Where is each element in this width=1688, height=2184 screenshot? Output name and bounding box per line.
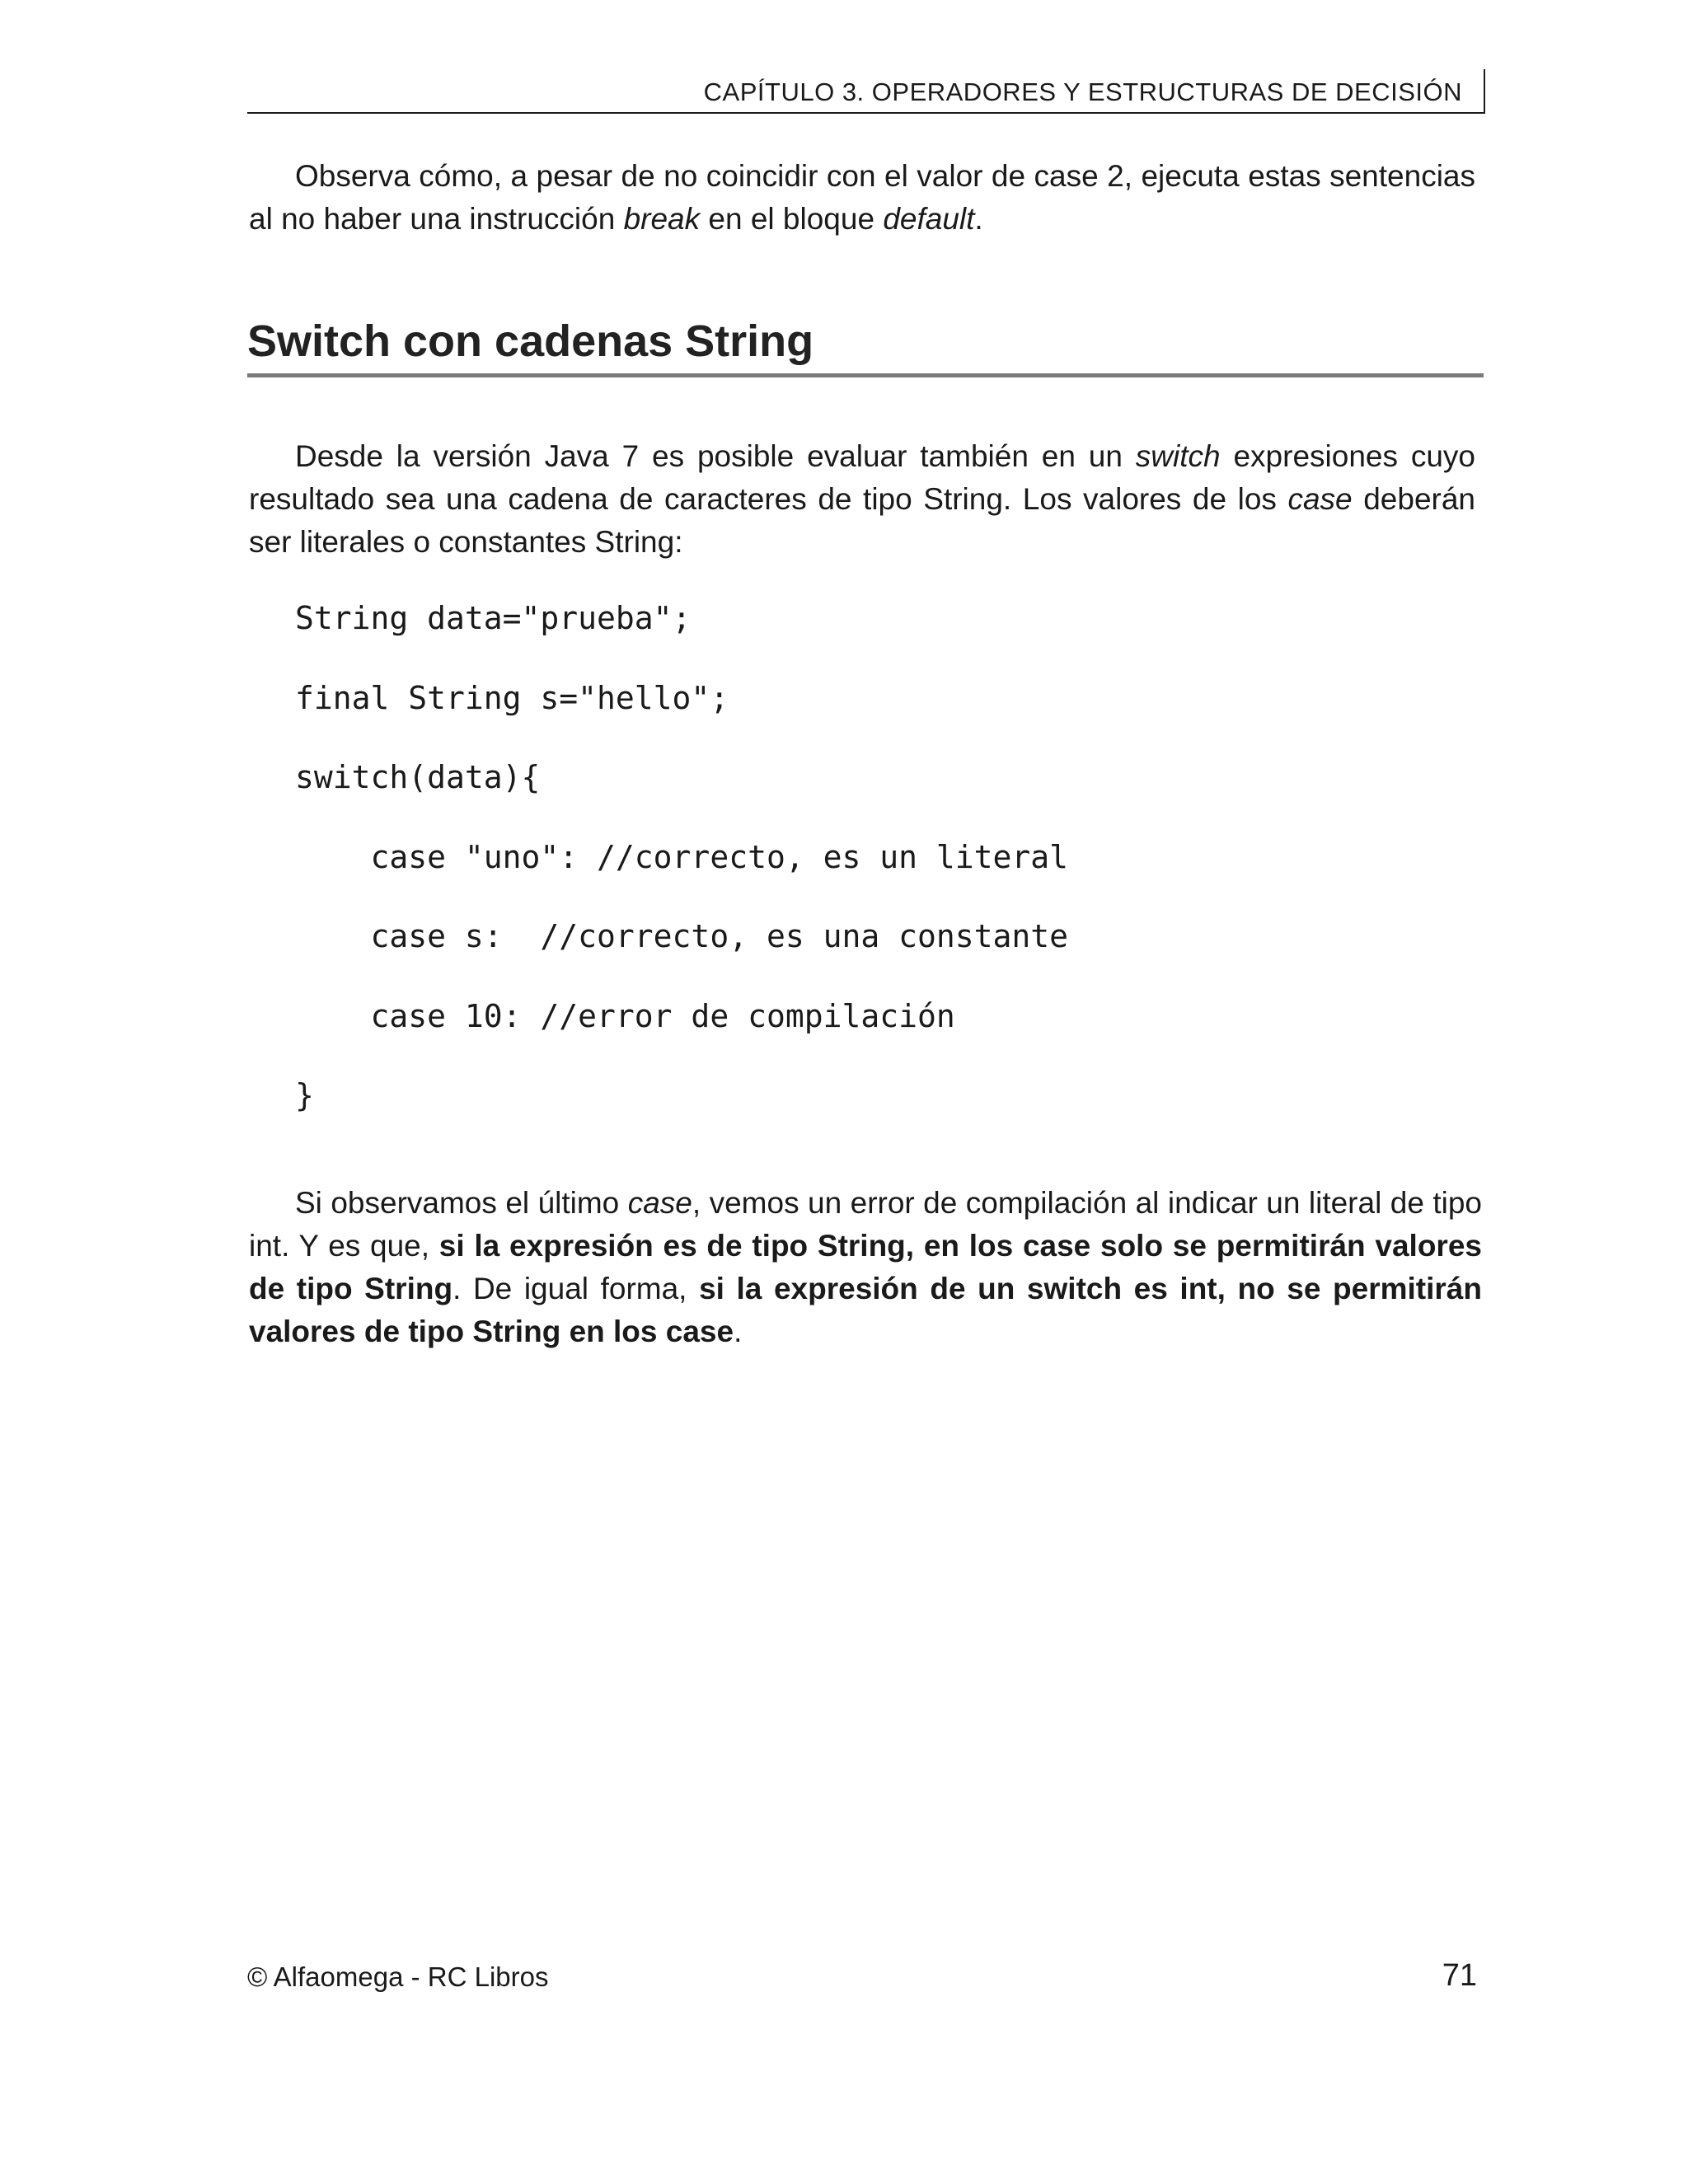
running-header: [247, 74, 1485, 114]
code-line: final String s="hello";: [295, 679, 729, 716]
paragraph-intro-text-b: en el bloque: [700, 202, 884, 236]
code-line: switch(data){: [295, 759, 541, 795]
keyword-break: break: [623, 202, 701, 236]
code-line: }: [295, 1077, 314, 1113]
code-line: case 10: //error de compilación: [295, 997, 955, 1034]
paragraph-conclusion-text-a: Si observamos el último: [295, 1186, 628, 1220]
paragraph-conclusion-text-c: . De igual forma,: [452, 1272, 700, 1305]
paragraph-intro-text-a: Observa cómo, a pesar de no coincidir con el valor de case 2, ejecuta estas sentencias al no haber una instrucción: [249, 159, 1475, 236]
section-heading: Switch con cadenas String: [247, 316, 1484, 377]
keyword-switch: switch: [1135, 439, 1221, 473]
paragraph-description-text-c: deberán ser literales o constantes String:: [249, 482, 1476, 559]
paragraph-conclusion-text-d: .: [734, 1315, 743, 1348]
code-line: String data="prueba";: [295, 600, 692, 636]
chapter-title: CAPÍTULO 3. OPERADORES Y ESTRUCTURAS DE DECISIÓN: [703, 77, 1462, 106]
code-line: case "uno": //correcto, es un literal: [295, 838, 1068, 875]
paragraph-conclusion: [249, 1182, 1482, 1353]
paragraph-conclusion-text-b: , vemos un error de compilación al indicar un literal de tipo int. Y es que,: [249, 1186, 1483, 1263]
paragraph-description-text-b: expresiones cuyo resultado sea una cadena de caracteres de tipo String. Los valores de los: [249, 439, 1475, 516]
footer-copyright: © Alfaomega - RC Libros: [247, 1961, 549, 1992]
emphasis-string-rule: si la expresión es de tipo String, en los case solo se permitirán valores de tipo String: [249, 1229, 1482, 1305]
code-block: [295, 593, 1449, 1151]
paragraph-description: [249, 435, 1475, 564]
keyword-default: default: [883, 202, 975, 236]
paragraph-intro-text-c: .: [974, 202, 983, 236]
paragraph-description-text-a: Desde la versión Java 7 es posible evaluar también en un: [295, 439, 1136, 473]
emphasis-int-rule: si la expresión de un switch es int, no se permitirán valores de tipo String en los case: [249, 1272, 1482, 1348]
paragraph-intro: [249, 155, 1475, 241]
keyword-case: case: [1287, 482, 1353, 516]
header-vertical-rule: [1484, 69, 1485, 112]
page-number: 71: [1442, 1958, 1477, 1993]
code-line: case s: //correcto, es una constante: [295, 918, 1068, 954]
keyword-case: case: [627, 1186, 692, 1220]
